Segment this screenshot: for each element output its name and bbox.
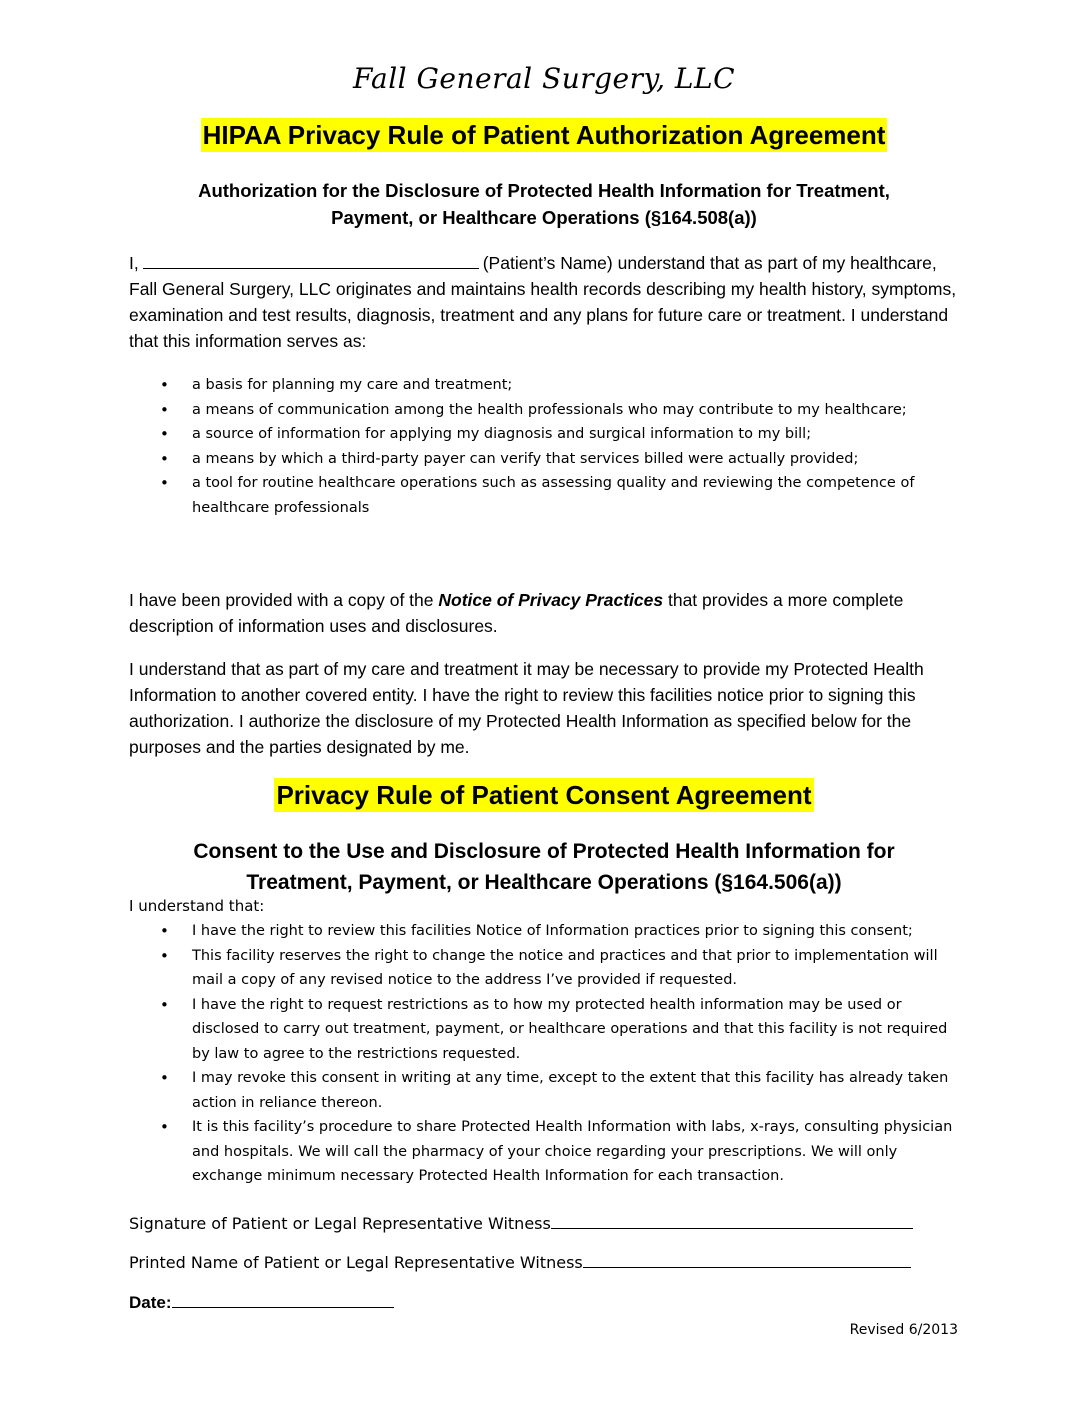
authorization-title (0, 120, 1088, 151)
list-item: • a means of communication among the health professionals who may contribute to my healthcare; (160, 398, 965, 423)
notice-after: that provides a more complete description of information uses and disclosures. (129, 590, 904, 636)
list-item: • I may revoke this consent in writing at any time, except to the extent that this facility has already taken action in reliance thereon. (160, 1066, 965, 1115)
consent-title (0, 780, 1088, 811)
date-label: Date: (129, 1293, 172, 1312)
consent-intro: I understand that: (129, 897, 265, 915)
consent-subtitle (130, 836, 958, 898)
printed-name-row (129, 1251, 911, 1272)
consent-list (160, 919, 965, 1189)
authorization-title-text: HIPAA Privacy Rule of Patient Authorization Agreement (202, 120, 886, 150)
list-item: • a means by which a third-party payer can verify that services billed were actually provided; (160, 447, 965, 472)
authorization-subtitle-line1: Authorization for the Disclosure of Protected Health Information for Treatment, (198, 180, 890, 201)
printed-name-label: Printed Name of Patient or Legal Representative Witness (129, 1253, 583, 1272)
patient-name-label: (Patient’s Name) (482, 253, 613, 273)
revised-date: Revised 6/2013 (849, 1322, 958, 1338)
intro-text: understand that as part of my healthcare, Fall General Surgery, LLC originates and maintains health records describing my health history, symptoms, examination and test results, diagnosis, treatment and any plans for future care or treatment. I understand that this information serves as: (129, 253, 957, 351)
printed-name-field[interactable] (583, 1251, 911, 1268)
authorize-paragraph: I understand that as part of my care and treatment it may be necessary to provide my Protected Health Information to another covered entity. I have the right to review this facilities notice prior to signing this authorization. I authorize the disclosure of my Protected Health Information as specified below for the purposes and the parties designated by me. (129, 659, 924, 757)
list-item: • a basis for planning my care and treatment; (160, 373, 965, 398)
list-item: • This facility reserves the right to change the notice and practices and that prior to implementation will mail a copy of any revised notice to the address I’ve provided if requested. (160, 944, 965, 993)
intro-prefix: I, (129, 253, 139, 273)
consent-title-text: Privacy Rule of Patient Consent Agreement (276, 780, 812, 810)
notice-before: I have been provided with a copy of the (129, 590, 434, 610)
serves-as-list (160, 373, 965, 520)
authorization-subtitle (130, 177, 958, 231)
list-item: • It is this facility’s procedure to share Protected Health Information with labs, x-rays, consulting physician and hospitals. We will call the pharmacy of your choice regarding your prescriptions. We will only exchange minimum necessary Protected Health Information for each transaction. (160, 1115, 965, 1189)
practice-name: Fall General Surgery, LLC (353, 62, 735, 95)
list-item: • I have the right to review this facilities Notice of Information practices prior to signing this consent; (160, 919, 965, 944)
list-item: • a source of information for applying my diagnosis and surgical information to my bill; (160, 422, 965, 447)
signature-field[interactable] (551, 1212, 913, 1229)
notice-of-privacy-practices: Notice of Privacy Practices (438, 590, 664, 610)
intro-paragraph (129, 250, 959, 354)
list-item: • a tool for routine healthcare operations such as assessing quality and reviewing the competence of healthcare professionals (160, 471, 965, 520)
signature-label: Signature of Patient or Legal Representative Witness (129, 1214, 551, 1233)
authorization-subtitle-line2: Payment, or Healthcare Operations (§164.508(a)) (331, 207, 757, 228)
date-field[interactable] (172, 1291, 394, 1308)
patient-name-blank[interactable] (143, 254, 479, 269)
consent-subtitle-line1: Consent to the Use and Disclosure of Protected Health Information for (193, 840, 895, 863)
list-item: • I have the right to request restrictions as to how my protected health information may be used or disclosed to carry out treatment, payment, or healthcare operations and that this facility is not required by law to agree to the restrictions requested. (160, 993, 965, 1067)
date-row (129, 1291, 394, 1313)
signature-row (129, 1212, 913, 1233)
consent-subtitle-line2: Treatment, Payment, or Healthcare Operations (§164.506(a)) (246, 871, 842, 894)
notice-paragraph (129, 587, 959, 639)
